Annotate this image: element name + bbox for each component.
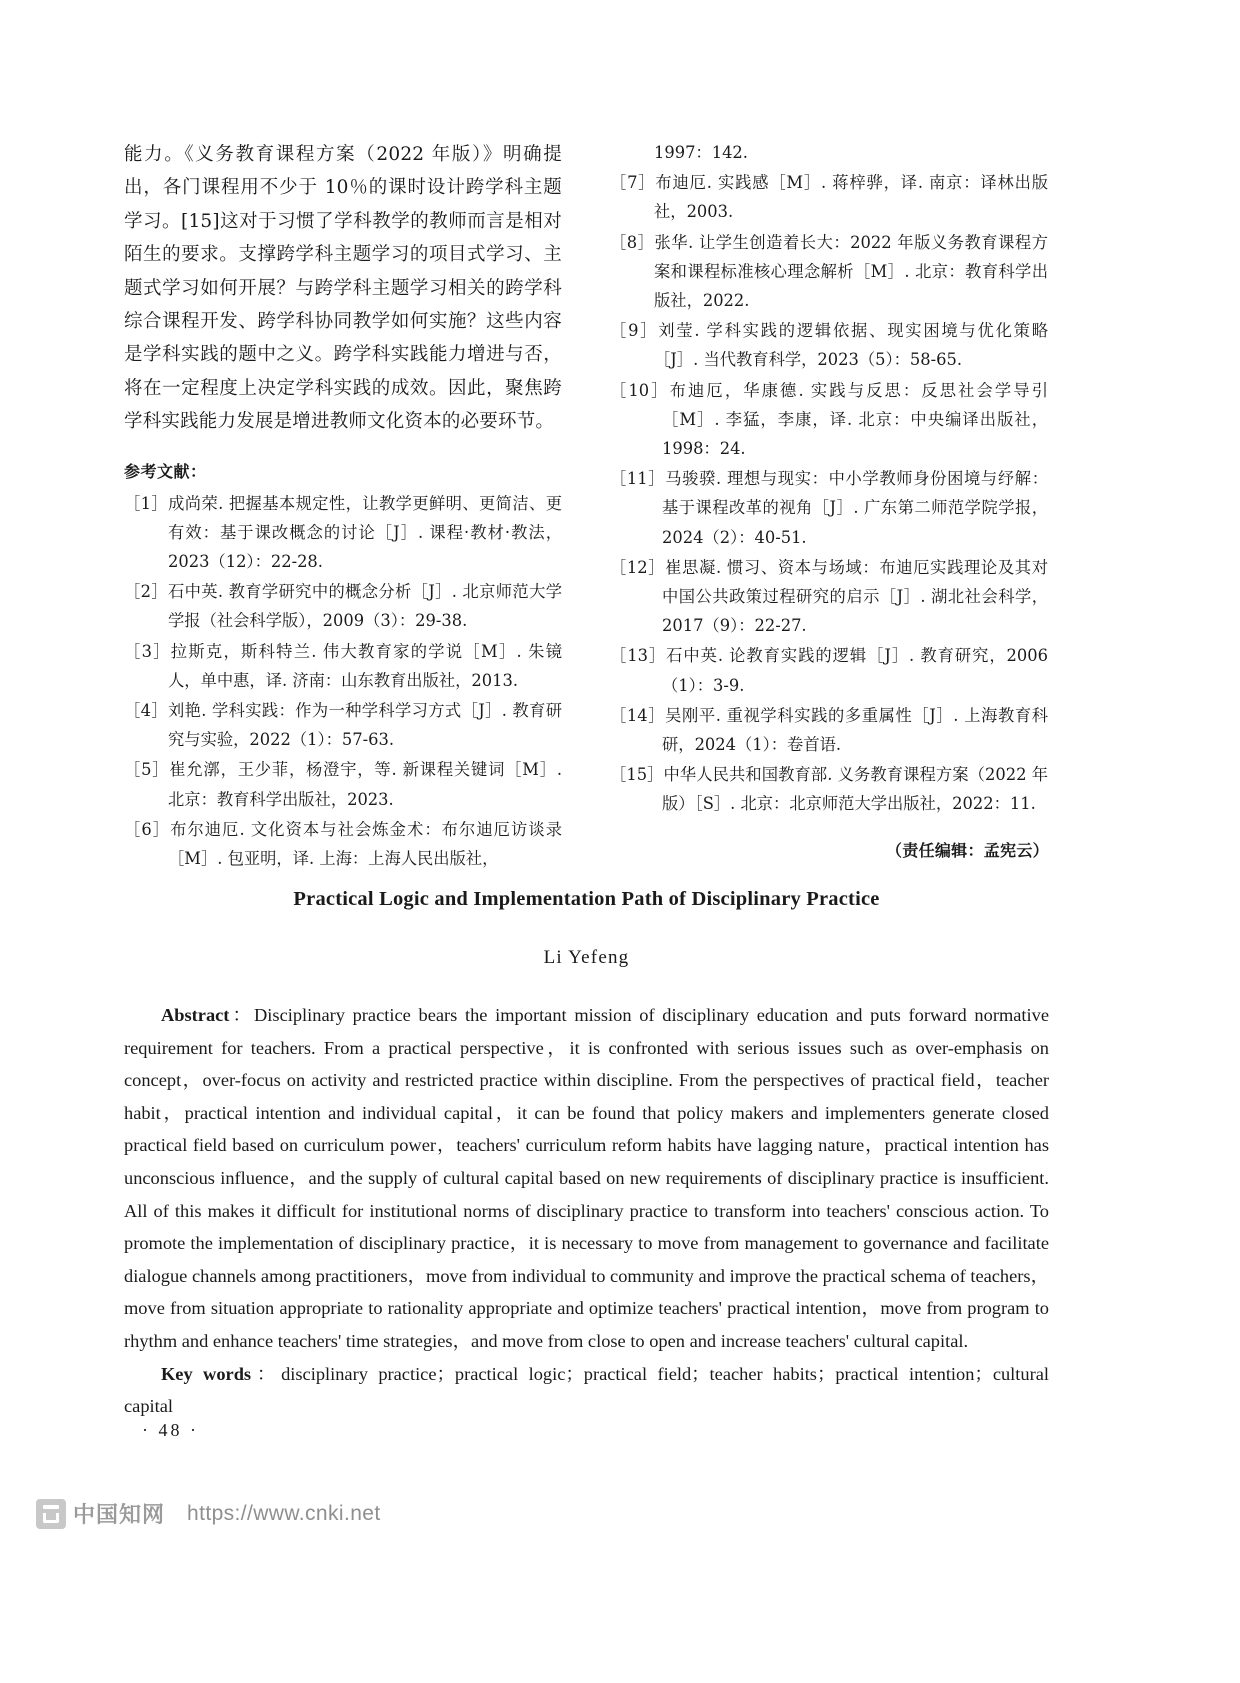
references-list-left: [124, 489, 562, 874]
reference-item: ［13］石中英. 论教育实践的逻辑［J］. 教育研究，2006（1）：3-9.: [610, 646, 1048, 695]
keywords-label: Key words: [161, 1363, 252, 1384]
left-column: [124, 138, 562, 874]
cnki-logo: [36, 1498, 165, 1529]
reference-item: ［15］中华人民共和国教育部. 义务教育课程方案（2022 年版）［S］. 北京：北京师范大学出版社，2022：11.: [610, 765, 1048, 814]
reference-item: ［5］崔允漷，王少菲，杨澄宇，等. 新课程关键词［M］. 北京：教育科学出版社，2023.: [124, 760, 562, 809]
footer-watermark: [36, 1498, 381, 1529]
reference-item: ［3］拉斯克，斯科特兰. 伟大教育家的学说［M］. 朱镜人，单中惠，译. 济南：山东教育出版社，2013.: [124, 641, 562, 690]
page-number: · 48 ·: [142, 1420, 199, 1440]
keywords-text: disciplinary practice；practical logic；practical field；teacher habits；practical intention；cultural capital: [124, 1363, 1049, 1417]
closing-paragraph: 能力。《义务教育课程方案（2022 年版）》明确提出，各门课程用不少于 10％的课时设计跨学科主题学习。[15]这对于习惯了学科教学的教师而言是相对陌生的要求。支撑跨学科主题学习的项目式学习、主题式学习如何开展？与跨学科主题学习相关的跨学科综合课程开发、跨学科协同教学如何实施？这些内容是学科实践的题中之义。跨学科实践能力增进与否，将在一定程度上决定学科实践的成效。因此，聚焦跨学科实践能力发展是增进教师文化资本的必要环节。: [124, 144, 562, 433]
reference-item: ［8］张华. 让学生创造着长大：2022 年版义务教育课程方案和课程标准核心理念解析［M］. 北京：教育科学出版社，2022.: [610, 232, 1048, 311]
reference-continuation: 1997：142.: [654, 143, 748, 162]
cnki-brand-label: 中国知网: [73, 1503, 166, 1528]
abstract-text: Disciplinary practice bears the important mission of disciplinary education and puts forward normative requirement for teachers. From a practical perspective，it is confronted with serious issues such as over-emphasis on concept，over-focus on activity and restricted practice within discipline. From the perspectives of practical field，teacher habit，practical intention and individual capital，it can be found that policy makers and implementers generate closed practical field based on curriculum power，teachers' curriculum reform habits have lagging nature，practical intention has unconscious influence，and the supply of cultural capital based on new requirements of disciplinary practice is insufficient. All of this makes it difficult for institutional norms of disciplinary practice to transform into teachers' conscious action. To promote the implementation of disciplinary practice，it is necessary to move from management to governance and facilitate dialogue channels among practitioners，move from individual to community and improve the practical schema of teachers，move from situation appropriate to rationality appropriate and optimize teachers' practical intention，move from program to rhythm and enhance teachers' time strategies，and move from close to open and increase teachers' cultural capital.: [124, 1005, 1049, 1351]
reference-item: ［11］马骏骙. 理想与现实：中小学教师身份困境与纾解：基于课程改革的视角［J］. 广东第二师范学院学报，2024（2）：40-51.: [610, 469, 1048, 547]
cnki-book-icon: [36, 1499, 66, 1529]
english-abstract: [124, 999, 1049, 1358]
english-abstract-section: [124, 888, 1049, 1423]
keywords-separator: ：: [251, 1363, 282, 1384]
reference-item: ［2］石中英. 教育学研究中的概念分析［J］. 北京师范大学学报（社会科学版），2009（3）：29-38.: [124, 582, 562, 631]
references-heading: 参考文献：: [124, 461, 207, 481]
reference-item: ［9］刘莹. 学科实践的逻辑依据、现实困境与优化策略［J］. 当代教育科学，2023（5）：58-65.: [610, 321, 1048, 370]
reference-item: ［4］刘艳. 学科实践：作为一种学科学习方式［J］. 教育研究与实验，2022（1）：57-63.: [124, 701, 562, 750]
reference-item: ［6］布尔迪厄. 文化资本与社会炼金术：布尔迪厄访谈录［M］. 包亚明，译. 上海：上海人民出版社，: [124, 819, 562, 869]
reference-item: ［1］成尚荣. 把握基本规定性，让教学更鲜明、更简洁、更有效：基于课改概念的讨论［J］. 课程·教材·教法，2023（12）：22-28.: [124, 493, 562, 572]
reference-item: ［7］布迪厄. 实践感［M］. 蒋梓骅，译. 南京：译林出版社，2003.: [610, 173, 1048, 222]
two-column-region: [124, 138, 1049, 874]
editor-credit: （责任编辑：孟宪云）: [885, 841, 1049, 860]
references-list-right: [610, 138, 1048, 819]
cnki-url-label: https://www.cnki.net: [187, 1501, 381, 1525]
english-keywords: [124, 1358, 1049, 1423]
reference-item: ［12］崔思凝. 惯习、资本与场域：布迪厄实践理论及其对中国公共政策过程研究的启示［J］. 湖北社会科学，2017（9）：22-27.: [610, 557, 1048, 636]
abstract-label: Abstract: [161, 1005, 230, 1025]
reference-item: ［10］布迪厄，华康德. 实践与反思：反思社会学导引［M］. 李猛，李康，译. 北京：中央编译出版社，1998：24.: [610, 380, 1048, 459]
right-column: [610, 138, 1048, 874]
english-author: Li Yefeng: [543, 947, 630, 968]
english-title: Practical Logic and Implementation Path of Disciplinary Practice: [293, 888, 880, 910]
reference-item: ［14］吴刚平. 重视学科实践的多重属性［J］. 上海教育科研，2024（1）：卷首语.: [610, 705, 1048, 755]
abstract-separator: ：: [229, 1005, 255, 1025]
